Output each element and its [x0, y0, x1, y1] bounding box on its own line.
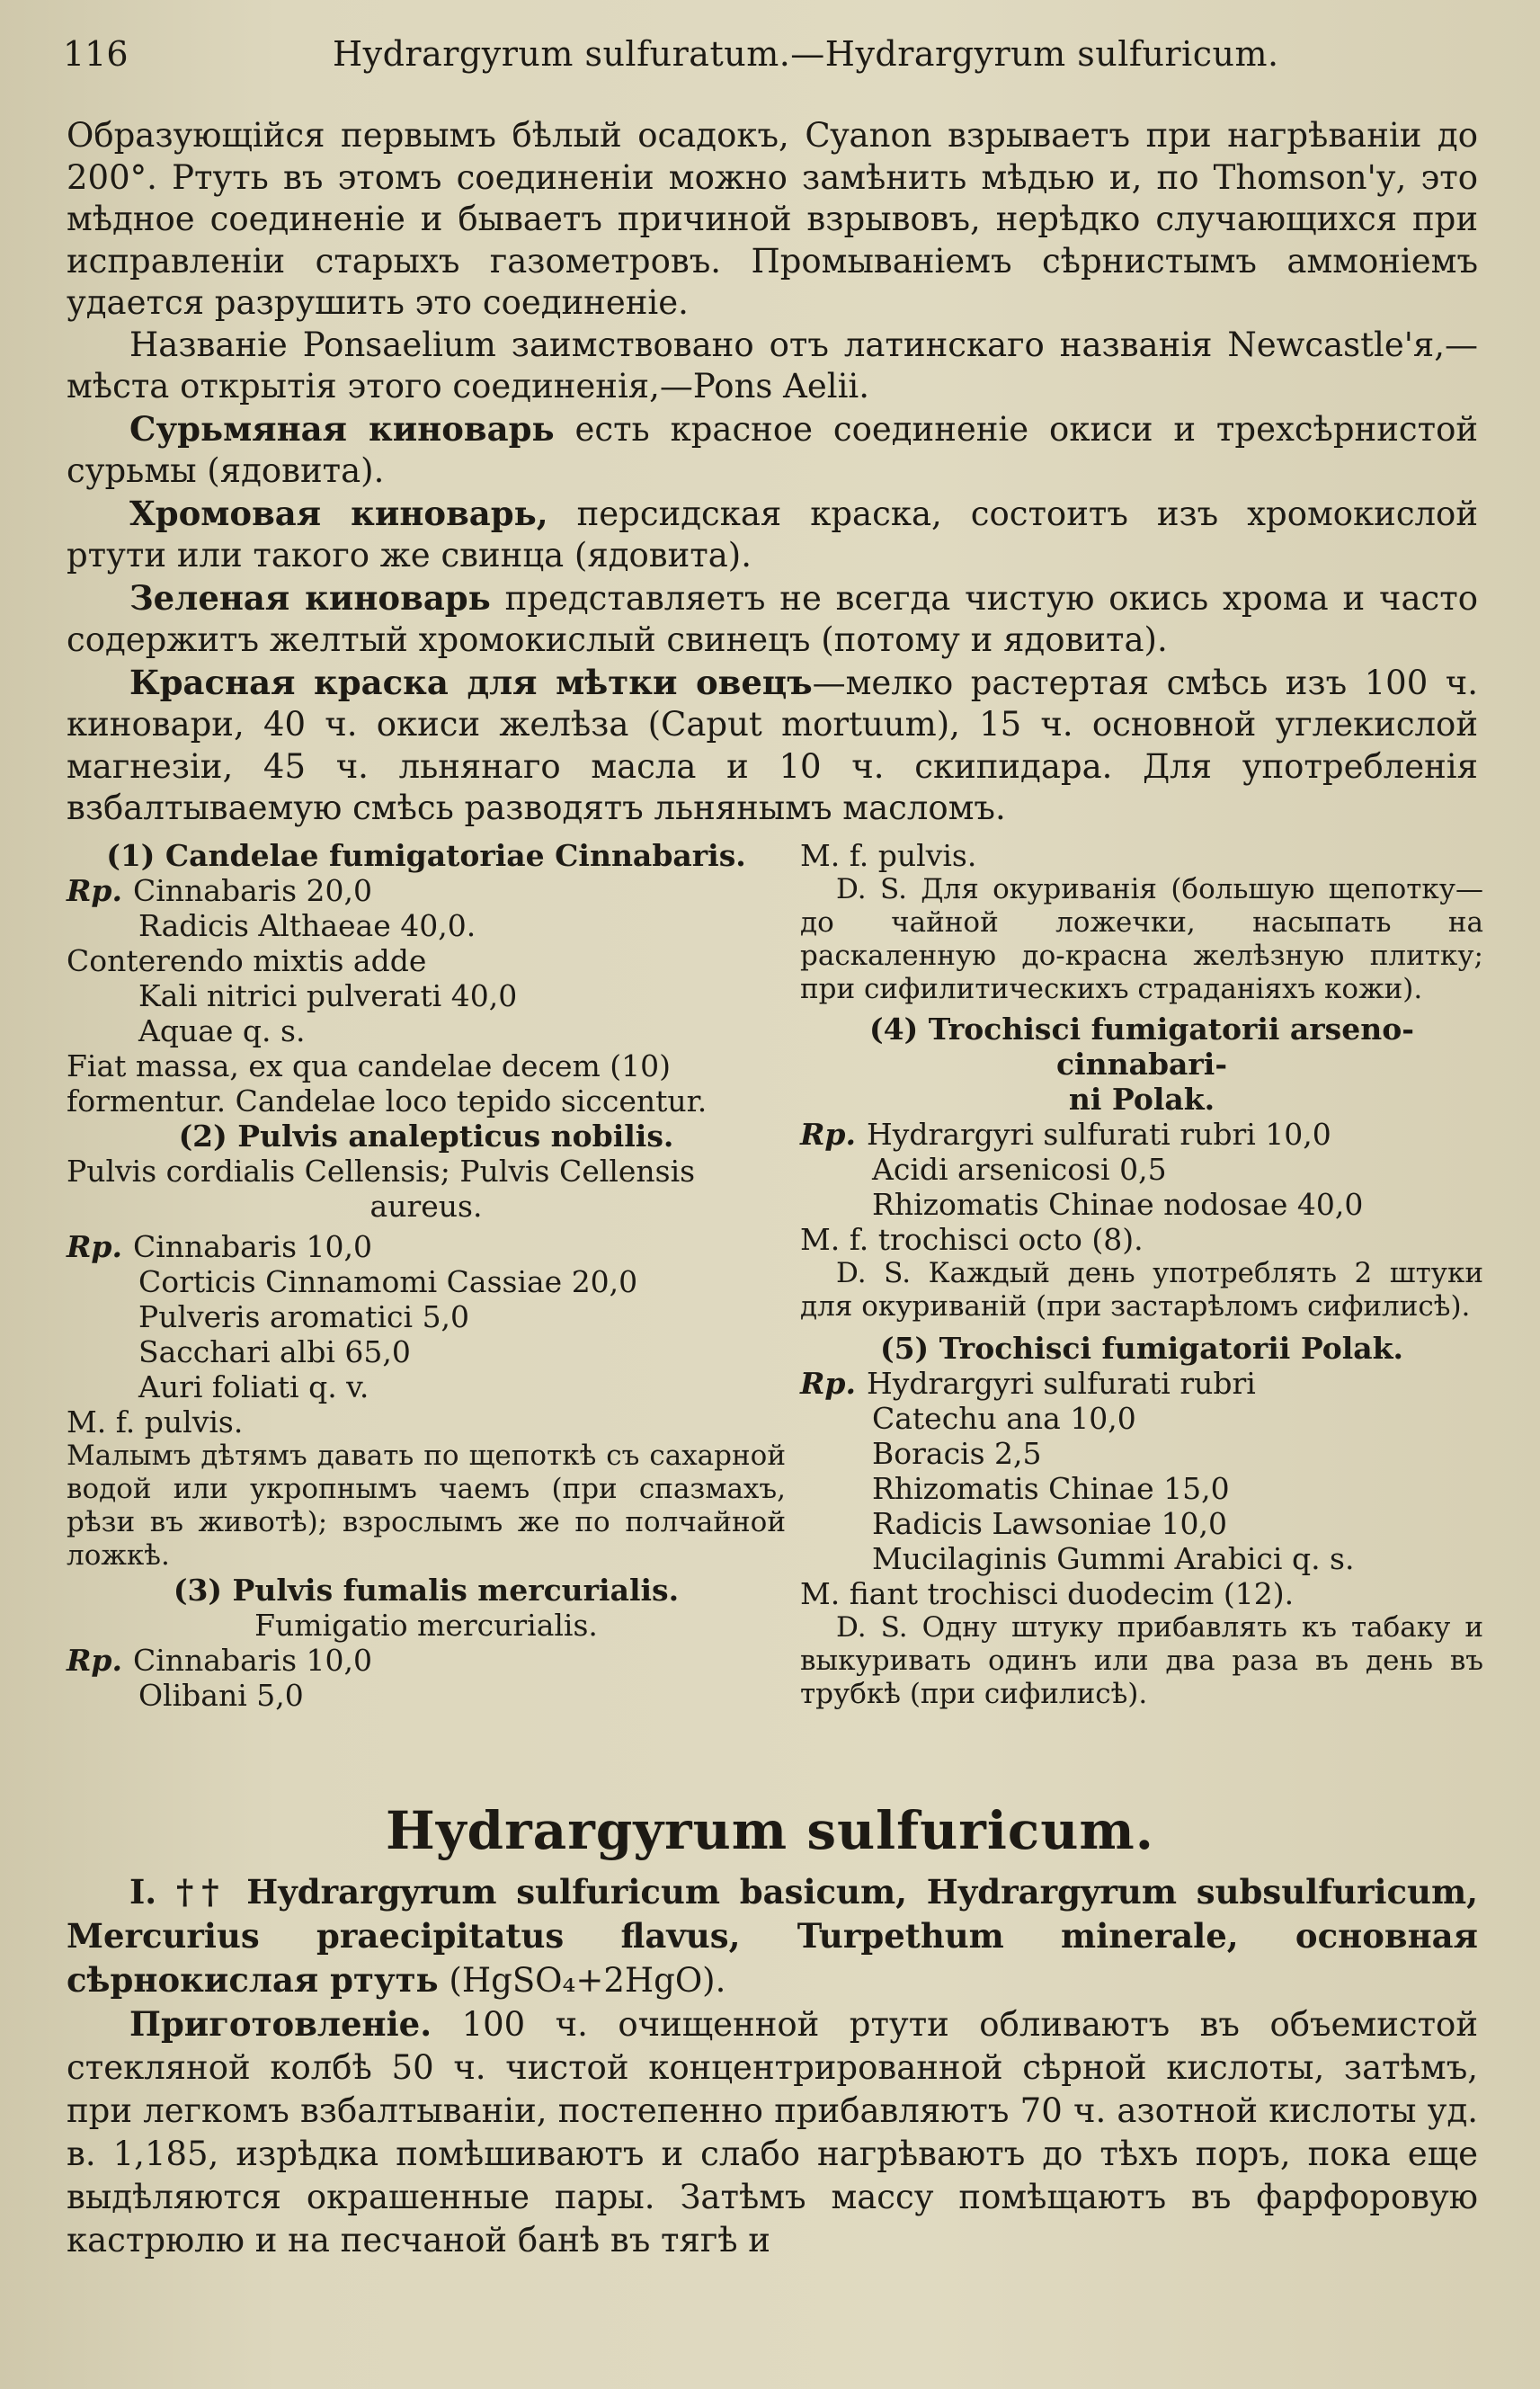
ingredient: Boracis 2,5: [872, 1436, 1042, 1471]
ingredient: Corticis Cinnamomi Cassiae 20,0: [138, 1264, 638, 1299]
paragraph: [67, 577, 1478, 662]
recipe-line: [800, 1366, 1483, 1401]
ingredient: Pulveris aromatici 5,0: [138, 1299, 470, 1334]
recipe-line: Conterendo mixtis adde: [67, 943, 427, 978]
entry-formula: (HgSO₄+2HgO).: [438, 1961, 726, 2000]
rp-symbol: Rp.: [67, 1643, 122, 1678]
ingredient: Radicis Althaeae 40,0.: [138, 908, 476, 943]
running-title: Hydrargyrum sulfuratum.—Hydrargyrum sulfuricum.: [333, 34, 1279, 74]
paragraph: [67, 2002, 1478, 2262]
ingredient: Hydrargyri sulfurati rubri 10,0: [867, 1117, 1331, 1152]
lower-text: [67, 1870, 1478, 2262]
recipe-line: formentur. Candelae loco tepido siccentur.: [67, 1083, 708, 1119]
recipe-note: D. S. Одну штуку прибавлять къ табаку и выкуривать одинъ или два раза въ день въ трубкѣ (при сифилисѣ).: [800, 1611, 1483, 1710]
paragraph-text: —мелко растертая смѣсь изъ 100 ч. киновари, 40 ч. окиси желѣза (Caput mortuum), 15 ч. основной углекислой магнезіи, 45 ч. льнянаго масла и 10 ч. скипидара. Для употребленія взбалтываемую смѣсь разводятъ льнянымъ масломъ.: [67, 663, 1478, 827]
ingredient: Cinnabaris 10,0: [133, 1229, 373, 1264]
ingredient: Rhizomatis Chinae 15,0: [872, 1471, 1230, 1506]
paragraph: [67, 408, 1478, 493]
recipe-title: (3) Pulvis fumalis mercurialis.: [173, 1573, 680, 1608]
recipe-line: M. f. pulvis.: [67, 1404, 244, 1440]
ingredient: Catechu ana 10,0: [872, 1401, 1136, 1436]
paragraph-text: персидская краска, состоитъ изъ хромокислой ртути или такого же свинца (ядовита).: [67, 494, 1478, 575]
recipe-line: [67, 1229, 786, 1264]
ingredient: Acidi arsenicosi 0,5: [872, 1152, 1167, 1187]
ingredient: Cinnabaris 20,0: [133, 873, 373, 908]
paragraph-term: Сурьмяная киноварь: [129, 408, 555, 449]
recipe-note: Малымъ дѣтямъ давать по щепоткѣ съ сахарной водой или укропнымъ чаемъ (при спазмахъ, рѣзи въ животѣ); взрослымъ же по полчайной ложкѣ.: [67, 1440, 786, 1572]
paragraph: [67, 325, 1478, 408]
rp-symbol: Rp.: [67, 873, 122, 908]
paragraph-text: 100 ч. очищенной ртути обливаютъ въ объемистой стекляной колбѣ 50 ч. чистой концентрированной сѣрной кислоты, затѣмъ, при легкомъ взбалтываніи, постепенно прибавляютъ 70 ч. азотной кислоты уд. в. 1,185, изрѣдка помѣшиваютъ и слабо нагрѣваютъ до тѣхъ поръ, пока еще выдѣляются окрашенные пары. Затѣмъ массу помѣщаютъ въ фарфоровую кастрюлю и на песчаной банѣ въ тягѣ и: [67, 2005, 1478, 2260]
ingredient: Sacchari albi 65,0: [138, 1334, 411, 1369]
paragraph-term: Красная краска для мѣтки овецъ: [129, 662, 813, 702]
recipe-line: M. f. pulvis.: [800, 838, 977, 873]
paragraph-term: Приготовленіе.: [129, 2004, 432, 2044]
rp-symbol: Rp.: [800, 1117, 856, 1152]
recipe-line: [800, 1117, 1483, 1152]
recipe-line: [67, 873, 786, 908]
paragraph: [67, 493, 1478, 577]
recipe-title: ni Polak.: [1068, 1082, 1215, 1117]
paragraph-text: Названіе Ponsaelium заимствовано отъ латинскаго названія Newcastle'я,—мѣста открытія этого соединенія,—Pons Aelii.: [67, 325, 1478, 406]
paragraph-term: Зеленая киноварь: [129, 577, 491, 618]
paragraph-text: представляетъ не всегда чистую окись хрома и часто содержитъ желтый хромокислый свинецъ (потому и ядовита).: [67, 578, 1478, 659]
paragraph-text: Образующійся первымъ бѣлый осадокъ, Cyanon взрываетъ при нагрѣваніи до 200°. Ртуть въ этомъ соединеніи можно замѣнить мѣдью и, по Thomson'у, это мѣдное соединеніе и бываетъ причиной взрывовъ, нерѣдко случающихся при исправленіи старыхъ газометровъ. Промываніемъ сѣрнистымъ аммоніемъ удается разрушить это соединеніе.: [67, 116, 1478, 322]
paragraph: [67, 115, 1478, 325]
recipe-line: [67, 1643, 786, 1678]
ingredient: Mucilaginis Gummi Arabici q. s.: [872, 1541, 1355, 1576]
ingredient: Olibani 5,0: [138, 1678, 304, 1713]
recipe-title: (5) Trochisci fumigatorii Polak.: [879, 1331, 1404, 1366]
page-number: 116: [63, 34, 129, 74]
recipe-synonym: Fumigatio mercurialis.: [254, 1608, 598, 1643]
paragraph: [67, 662, 1478, 830]
section-title: Hydrargyrum sulfuricum.: [386, 1800, 1154, 1861]
page-header: [63, 34, 1477, 88]
entry-term: I. †† Hydrargyrum sulfuricum basicum, Hydrargyrum subsulfuricum, Mercurius praecipitatus flavus, Turpethum minerale, основная сѣрнокислая ртуть: [67, 1872, 1478, 2000]
right-column: [800, 838, 1483, 1711]
entry-heading: [67, 1870, 1478, 2002]
ingredient: Rhizomatis Chinae nodosae 40,0: [872, 1187, 1364, 1222]
recipe-line: M. fiant trochisci duodecim (12).: [800, 1576, 1295, 1611]
ingredient: Kali nitrici pulverati 40,0: [138, 978, 518, 1013]
recipe-note: D. S. Для окуриванія (большую щепотку—до чайной ложечки, насыпать на раскаленную до-красна желѣзную плитку; при сифилитическихъ страданіяхъ кожи).: [800, 873, 1483, 1005]
recipe-note: D. S. Каждый день употреблять 2 штуки для окуриваній (при застарѣломъ сифилисѣ).: [800, 1257, 1483, 1323]
ingredient: Cinnabaris 10,0: [133, 1643, 373, 1678]
recipe-title: (4) Trochisci fumigatorii arseno-cinnabari-: [869, 1012, 1414, 1082]
rp-symbol: Rp.: [800, 1366, 856, 1401]
ingredient: Auri foliati q. v.: [138, 1369, 369, 1404]
recipe-synonym: Pulvis cordialis Cellensis; Pulvis Cellensis: [67, 1154, 696, 1189]
rp-symbol: Rp.: [67, 1229, 122, 1264]
ingredient: Hydrargyri sulfurati rubri: [867, 1366, 1256, 1401]
ingredient: Radicis Lawsoniae 10,0: [872, 1506, 1228, 1541]
ingredient: Aquae q. s.: [138, 1013, 306, 1048]
top-text: [67, 115, 1478, 830]
recipe-title: (1) Candelae fumigatoriae Cinnabaris.: [106, 838, 746, 873]
left-column: [67, 838, 786, 1713]
recipe-line: Fiat massa, ex qua candelae decem (10): [67, 1048, 672, 1083]
paragraph-term: Хромовая киноварь,: [129, 493, 548, 533]
recipe-line: M. f. trochisci octo (8).: [800, 1222, 1144, 1257]
recipe-title: (2) Pulvis analepticus nobilis.: [178, 1119, 674, 1154]
paragraph-text: есть красное соединеніе окиси и трехсѣрнистой сурьмы (ядовита).: [67, 409, 1479, 490]
recipe-synonym: aureus.: [369, 1189, 483, 1224]
recipes-columns: [67, 838, 1487, 1746]
